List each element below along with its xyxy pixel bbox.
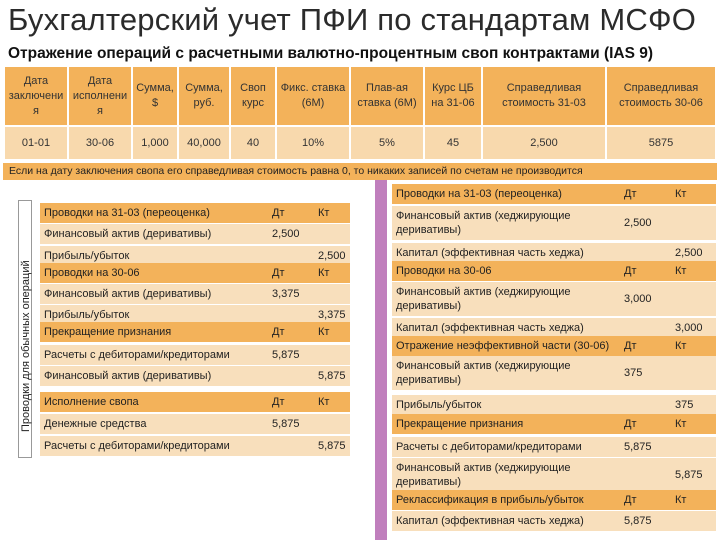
entry-credit: 2,500 <box>675 247 703 259</box>
entry-debit: 3,375 <box>272 288 300 300</box>
right-label-bar <box>375 180 387 540</box>
table-cell: 1,000 <box>133 125 177 159</box>
entry-debit: 5,875 <box>624 441 652 453</box>
entry-account-label: Капитал (эффективная часть хеджа) <box>396 322 584 334</box>
header-cell: Справедливая стоимость 31-03 <box>483 67 605 125</box>
journal-header-row <box>392 336 716 356</box>
journal-header-row <box>392 261 716 281</box>
entry-credit: Кт <box>318 267 330 279</box>
journal-header-row <box>40 392 350 412</box>
entry-account-label: Финансовый актив (хеджирующие деривативы) <box>396 210 571 236</box>
entry-debit: Дт <box>624 340 637 352</box>
entry-account-label: Проводки на 31-03 (переоценка) <box>44 207 210 219</box>
journal-entry-row <box>392 206 716 240</box>
journal-entry-row <box>40 345 350 365</box>
entry-account-label: Финансовый актив (деривативы) <box>44 288 212 300</box>
entry-account-label: Прибыль/убыток <box>44 309 130 321</box>
journal-entry-row <box>392 395 716 415</box>
entry-account-label: Финансовый актив (хеджирующие деривативы) <box>396 360 571 386</box>
journal-entry-row <box>40 366 350 386</box>
entry-credit: Кт <box>675 188 687 200</box>
header-cell: Дата исполнени я <box>69 67 131 125</box>
entry-debit: Дт <box>624 494 637 506</box>
table-cell: 5% <box>351 125 423 159</box>
entry-credit: 2,500 <box>318 250 346 262</box>
entry-debit: 375 <box>624 367 643 379</box>
entry-account-label: Проводки на 30-06 <box>44 267 140 279</box>
table-cell: 40 <box>231 125 275 159</box>
header-cell: Фикс. ставка (6M) <box>277 67 349 125</box>
entry-debit: 5,875 <box>272 418 300 430</box>
entry-account-label: Расчеты с дебиторами/кредиторами <box>44 349 230 361</box>
left-section-label: Проводки для обычных операций <box>20 260 32 432</box>
journal-header-row <box>40 203 350 223</box>
entry-debit: Дт <box>272 207 285 219</box>
entry-debit: 5,875 <box>624 515 652 527</box>
entry-account-label: Прекращение признания <box>44 326 172 338</box>
entry-credit: Кт <box>318 326 330 338</box>
journal-entry-row <box>392 356 716 390</box>
entry-credit: 3,375 <box>318 309 346 321</box>
journal-entry-row <box>392 511 716 531</box>
entry-credit: 5,875 <box>318 440 346 452</box>
header-cell: Курс ЦБ на 31-06 <box>425 67 481 125</box>
entry-credit: Кт <box>675 494 687 506</box>
header-cell: Плав-ая ставка (6M) <box>351 67 423 125</box>
journal-entry-row <box>392 282 716 316</box>
entry-account-label: Прекращение признания <box>396 418 524 430</box>
table-cell: 40,000 <box>179 125 229 159</box>
entry-credit: 3,000 <box>675 322 703 334</box>
entry-credit: Кт <box>675 265 687 277</box>
table-cell: 30-06 <box>69 125 131 159</box>
entry-debit: 5,875 <box>272 349 300 361</box>
table-cell: 5875 <box>607 125 715 159</box>
journal-header-row <box>40 322 350 342</box>
entry-account-label: Капитал (эффективная часть хеджа) <box>396 515 584 527</box>
journal-entry-row <box>392 243 716 263</box>
entry-account-label: Финансовый актив (хеджирующие деривативы) <box>396 286 571 312</box>
entry-debit: Дт <box>624 188 637 200</box>
journal-header-row <box>392 490 716 510</box>
right-section-label: Проводки для хеджирования <box>362 314 374 462</box>
journal-entry-row <box>392 437 716 457</box>
table-header-row <box>5 67 715 125</box>
journal-entry-row <box>40 436 350 456</box>
table-cell: 45 <box>425 125 481 159</box>
entry-debit: Дт <box>624 418 637 430</box>
header-cell: Сумма, $ <box>133 67 177 125</box>
swap-params-table <box>3 67 717 159</box>
entry-credit: Кт <box>675 418 687 430</box>
entry-credit: 5,875 <box>318 370 346 382</box>
entry-debit: 2,500 <box>272 228 300 240</box>
page-title: Бухгалтерский учет ПФИ по стандартам МСФО <box>8 2 697 37</box>
entry-debit: Дт <box>272 396 285 408</box>
entry-account-label: Проводки на 31-03 (переоценка) <box>396 188 562 200</box>
entry-account-label: Расчеты с дебиторами/кредиторами <box>396 441 582 453</box>
entry-credit: Кт <box>318 396 330 408</box>
entry-account-label: Реклассификация в прибыль/убыток <box>396 494 584 506</box>
table-cell: 2,500 <box>483 125 605 159</box>
entry-debit: 3,000 <box>624 293 652 305</box>
entry-debit: 2,500 <box>624 217 652 229</box>
entry-account-label: Денежные средства <box>44 418 147 430</box>
journal-header-row <box>392 184 716 204</box>
header-cell: Справедливая стоимость 30-06 <box>607 67 715 125</box>
journal-entry-row <box>392 458 716 492</box>
entry-credit: Кт <box>675 340 687 352</box>
journal-header-row <box>392 414 716 434</box>
entry-account-label: Капитал (эффективная часть хеджа) <box>396 247 584 259</box>
entry-account-label: Финансовый актив (деривативы) <box>44 228 212 240</box>
table-cell: 01-01 <box>5 125 67 159</box>
table-row <box>5 125 715 159</box>
entry-account-label: Исполнение свопа <box>44 396 139 408</box>
journal-entry-row <box>40 224 350 244</box>
entry-debit: Дт <box>272 267 285 279</box>
entry-account-label: Финансовый актив (деривативы) <box>44 370 212 382</box>
page-subtitle: Отражение операций с расчетными валютно-процентным своп контрактами (IAS 9) <box>8 45 654 62</box>
journal-entry-row <box>40 284 350 304</box>
entry-account-label: Прибыль/убыток <box>44 250 130 262</box>
entry-account-label: Расчеты с дебиторами/кредиторами <box>44 440 230 452</box>
header-cell: Дата заключени я <box>5 67 67 125</box>
journal-header-row <box>40 263 350 283</box>
entry-account-label: Отражение неэффективной части (30-06) <box>396 340 610 352</box>
table-cell: 10% <box>277 125 349 159</box>
entry-account-label: Финансовый актив (хеджирующие деривативы) <box>396 462 571 488</box>
entry-debit: Дт <box>624 265 637 277</box>
entry-debit: Дт <box>272 326 285 338</box>
note-bar: Если на дату заключения свопа его справедливая стоимость равна 0, то никаких записей по счетам не производится <box>3 163 717 180</box>
journal-entry-row <box>392 318 716 338</box>
entry-credit: 375 <box>675 399 694 411</box>
header-cell: Сумма, руб. <box>179 67 229 125</box>
journal-entry-row <box>40 414 350 434</box>
entry-account-label: Проводки на 30-06 <box>396 265 492 277</box>
entry-credit: 5,875 <box>675 469 703 481</box>
entry-credit: Кт <box>318 207 330 219</box>
entry-account-label: Прибыль/убыток <box>396 399 482 411</box>
header-cell: Своп курс <box>231 67 275 125</box>
